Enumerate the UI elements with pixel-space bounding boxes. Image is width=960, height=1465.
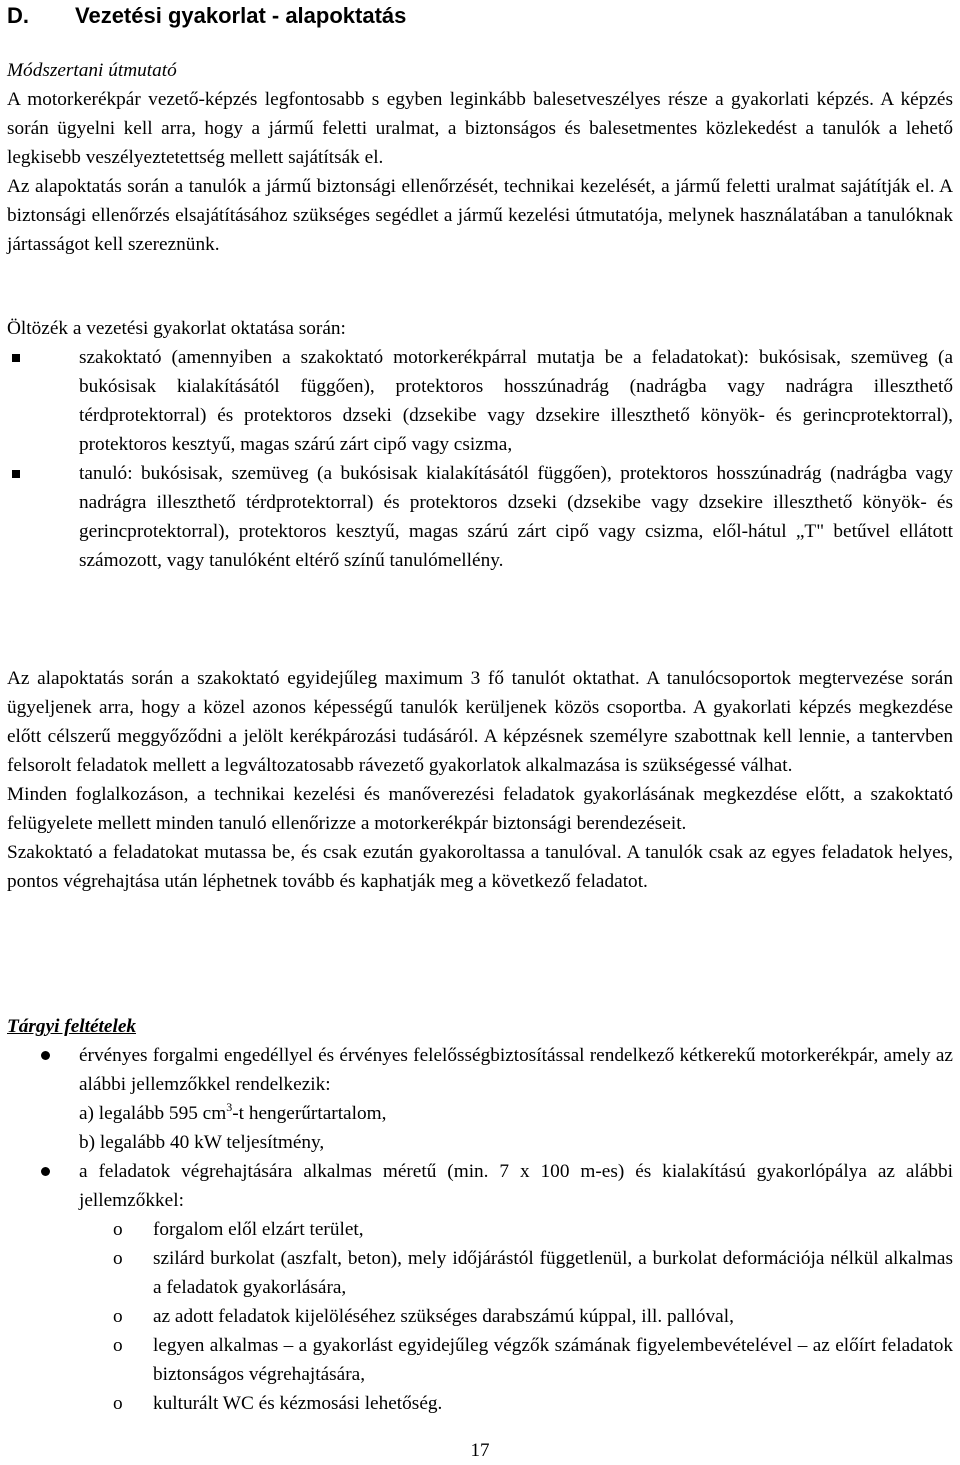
conditions-item-1: érvényes forgalmi engedéllyel és érvényes felelősségbiztosítással rendelkező kétkerekű motorkerékpár, amely az alábbi jellemzőkkel rendelkezik: xyxy=(79,1045,953,1095)
round-bullet-icon xyxy=(41,1167,50,1176)
circle-bullet-icon: o xyxy=(113,1306,123,1327)
method-section xyxy=(7,56,953,259)
square-bullet-icon xyxy=(12,354,20,362)
conditions-heading: Tárgyi feltételek xyxy=(7,1016,137,1037)
conditions-list xyxy=(7,1041,953,1215)
document-page xyxy=(7,0,953,1414)
section-letter: D. xyxy=(7,3,29,28)
circle-bullet-icon: o xyxy=(113,1219,123,1240)
track-features-list xyxy=(7,1215,953,1418)
list-item xyxy=(7,1331,953,1389)
list-item xyxy=(7,1244,953,1302)
sub-item-a-suffix: -t hengerűrtartalom, xyxy=(232,1103,387,1124)
conditions-item-2: a feladatok végrehajtására alkalmas méretű (min. 7 x 100 m-es) és kialakítású gyakorlópálya az alábbi jellemzőkkel: xyxy=(79,1161,953,1211)
list-item xyxy=(7,1389,953,1418)
clothing-item-text: tanuló: bukósisak, szemüveg (a bukósisak kialakításától függően), protektoros hosszúnadrág (nadrágba vagy nadrágra illeszthető térdprotektorral) és protektoros dzseki (dzsekibe vagy dzsekire illeszthető könyök- és gerincprotektorral), protektoros kesztyű, magas szárú zárt cipő vagy csizma, elől-hátul „T" betűvel ellátott számozott, vagy tanulóként eltérő színű tanulómellény. xyxy=(79,463,953,571)
round-bullet-icon xyxy=(41,1051,50,1060)
method-paragraph-1: A motorkerékpár vezető-képzés legfontosabb s egyben leginkább balesetveszélyes része a gyakorlati képzés. A képzés során ügyelni kell arra, hogy a jármű feletti uralmat, a biztonságos és balesetmentes közlekedést a tanulók a lehető legkisebb veszélyeztetettség mellett sajátítsák el. xyxy=(7,89,953,168)
list-item xyxy=(7,343,953,459)
track-feature-text: forgalom elől elzárt terület, xyxy=(153,1219,364,1240)
list-item xyxy=(7,459,953,575)
sub-item-a-text: a) legalább 595 cm xyxy=(79,1103,227,1124)
clothing-item-text: szakoktató (amennyiben a szakoktató motorkerékpárral mutatja be a feladatokat): bukósisak, szemüveg (a bukósisak kialakításától függően), protektoros hosszúnadrág (nadrágba vagy nadrágra illeszthető térdprotektorral) és protektoros dzseki (dzsekibe vagy dzsekire illeszthető könyök- és gerincprotektorral), protektoros kesztyű, magas szárú zárt cipő vagy csizma, xyxy=(79,347,953,455)
list-item xyxy=(7,1041,953,1157)
track-feature-text: kulturált WC és kézmosási lehetőség. xyxy=(153,1393,443,1414)
rules-paragraph-1: Az alapoktatás során a szakoktató egyidejűleg maximum 3 fő tanulót oktathat. A tanulócsoportok megtervezése során ügyeljenek arra, hogy a közel azonos képességű tanulók kerüljenek közös csoportba. A gyakorlati képzés megkezdése előtt célszerű meggyőződni a jelölt kerékpározási tudásáról. A képzésnek személyre szabottnak kell lennie, a tantervben felsorolt feladatok mellett a legváltozatosabb rávezető gyakorlatok alkalmazása is szükségessé válhat. xyxy=(7,668,953,776)
track-feature-text: legyen alkalmas – a gyakorlást egyidejűleg végzők számának figyelembevételével – az előírt feladatok biztonságos végrehajtására, xyxy=(153,1335,953,1385)
track-feature-text: szilárd burkolat (aszfalt, beton), mely időjárástól függetlenül, a burkolat deformációja nélkül alkalmas a feladatok gyakorlására, xyxy=(153,1248,953,1298)
section-title xyxy=(7,0,953,30)
circle-bullet-icon: o xyxy=(113,1248,123,1269)
clothing-section xyxy=(7,314,953,575)
circle-bullet-icon: o xyxy=(113,1393,123,1414)
superscript: 3 xyxy=(226,1100,233,1114)
rules-section xyxy=(7,664,953,896)
list-item xyxy=(7,1302,953,1331)
method-heading: Módszertani útmutató xyxy=(7,60,177,81)
rules-paragraph-2: Minden foglalkozáson, a technikai kezelési és manőverezési feladatok gyakorlásának megkezdése előtt, a szakoktató felügyelete mellett minden tanuló ellenőrizze a motorkerékpár biztonsági berendezéseit. xyxy=(7,784,953,834)
page-number: 17 xyxy=(470,1440,490,1461)
track-feature-text: az adott feladatok kijelöléséhez szükséges darabszámú kúppal, ill. pallóval, xyxy=(153,1306,734,1327)
clothing-list xyxy=(7,343,953,575)
section-title-text: Vezetési gyakorlat - alapoktatás xyxy=(75,3,407,28)
sub-item-b: b) legalább 40 kW teljesítmény, xyxy=(79,1132,325,1153)
square-bullet-icon xyxy=(12,470,20,478)
method-paragraph-2: Az alapoktatás során a tanulók a jármű biztonsági ellenőrzését, technikai kezelését, a jármű feletti uralmat sajátítják el. A biztonsági ellenőrzés elsajátításához szükséges segédlet a jármű kezelési útmutatója, melynek használatában a tanulóknak jártasságot kell szereznünk. xyxy=(7,176,953,255)
list-item xyxy=(7,1157,953,1215)
conditions-section xyxy=(7,1012,953,1418)
list-item xyxy=(7,1215,953,1244)
sub-item-a xyxy=(79,1099,953,1128)
clothing-intro: Öltözék a vezetési gyakorlat oktatása során: xyxy=(7,318,346,339)
rules-paragraph-3: Szakoktató a feladatokat mutassa be, és csak ezután gyakoroltassa a tanulóval. A tanulók csak az egyes feladatok helyes, pontos végrehajtása után léphetnek tovább és kaphatják meg a következő feladatot. xyxy=(7,842,953,892)
circle-bullet-icon: o xyxy=(113,1335,123,1356)
